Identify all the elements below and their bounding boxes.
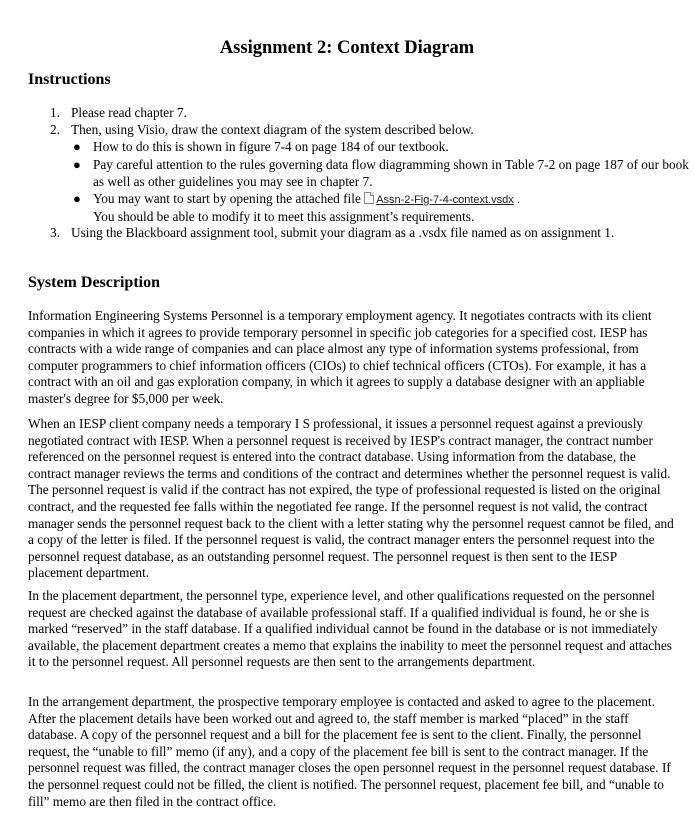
page-title: Assignment 2: Context Diagram (219, 38, 475, 58)
step-number: 1. (50, 105, 60, 120)
bullet-text-container (93, 191, 683, 225)
description-paragraph: Information Engineering Systems Personnel is a temporary employment agency. It negotiates contracts with its client companies in which it agrees to provide temporary personnel in specific job categories for a specified cost. IESP has contracts with a wide range of companies and can place almost any type of information systems professional, from computer programmers to chief information officers (CIOs) to chief technical officers (CTOs). For example, it has a contract with an oil and gas exploration company, in which it agrees to supply a database designer with an appliable master's degree for $5,000 per week. (28, 308, 652, 406)
bullet-text: You may want to start by opening the attached file (93, 191, 361, 206)
step-text: Please read chapter 7. (71, 105, 187, 120)
step-number: 3. (50, 225, 60, 240)
link-trailing-period: . (517, 194, 521, 206)
step-text: Then, using Visio, draw the context diagram of the system described below. (71, 122, 474, 137)
step-number: 2. (50, 122, 60, 137)
document-icon (364, 192, 374, 204)
bullet-text: Pay careful attention to the rules governing data flow diagramming shown in Table 7-2 on page 187 of our book as well as other guidelines you may see in chapter 7. (93, 157, 689, 189)
bullet-icon: ● (73, 157, 81, 172)
bullet-icon: ● (73, 139, 81, 154)
description-paragraph: In the arrangement department, the prospective temporary employee is contacted and asked to agree to the placement. After the placement details have been worked out and agreed to, the staff member is marked “placed” in the staff database. A copy of the personnel request and a bill for the placement fee is sent to the client. Finally, the personnel request, the “unable to fill” memo (if any), and a copy of the placement fee bill is sent to the contract manager. If the personnel request was filled, the contract manager closes the open personnel request in the personnel request database. If the personnel request could not be filled, the client is notified. The personnel request, placement fee bill, and “unable to fill” memo are then filed in the contract office. (28, 694, 671, 809)
attached-file-link[interactable]: Assn-2-Fig-7-4-context.vsdx (376, 194, 514, 206)
bullet-icon: ● (73, 191, 81, 206)
instructions-heading: Instructions (28, 71, 111, 88)
bullet-text: How to do this is shown in figure 7-4 on page 184 of our textbook. (93, 139, 449, 154)
description-paragraph: When an IESP client company needs a temporary I S professional, it issues a personnel request against a previously negotiated contract with IESP. When a personnel request is received by IESP's contract manager, the contract number referenced on the personnel request is entered into the contract database. Using information from the database, the contract manager reviews the terms and conditions of the contract and determines whether the personnel request is valid. The personnel request is valid if the contract has not expired, the type of professional requested is listed on the original contract, and the requested fee falls within the negotiated fee range. If the personnel request is not valid, the contract manager sends the personnel request back to the client with a letter stating why the personnel request cannot be filed, and a copy of the letter is filed. If the personnel request is valid, the contract manager enters the personnel request into the personnel request database, as an outstanding personnel request. The personnel request is then sent to the IESP placement department. (28, 416, 674, 581)
system-description-heading: System Description (28, 274, 160, 291)
description-paragraph: In the placement department, the personnel type, experience level, and other qualifications requested on the personnel request are checked against the database of available professional staff. If a qualified individual is found, he or she is marked “reserved” in the staff database. If a qualified individual cannot be found in the database or is not immediately available, the placement department creates a memo that explains the inability to meet the personnel request and attaches it to the personnel request. All personnel requests are then sent to the arrangements department. (28, 588, 672, 670)
step-text: Using the Blackboard assignment tool, submit your diagram as a .vsdx file named as on assignment 1. (71, 225, 615, 240)
bullet-text-line2: You should be able to modify it to meet this assignment’s requirements. (93, 208, 475, 224)
